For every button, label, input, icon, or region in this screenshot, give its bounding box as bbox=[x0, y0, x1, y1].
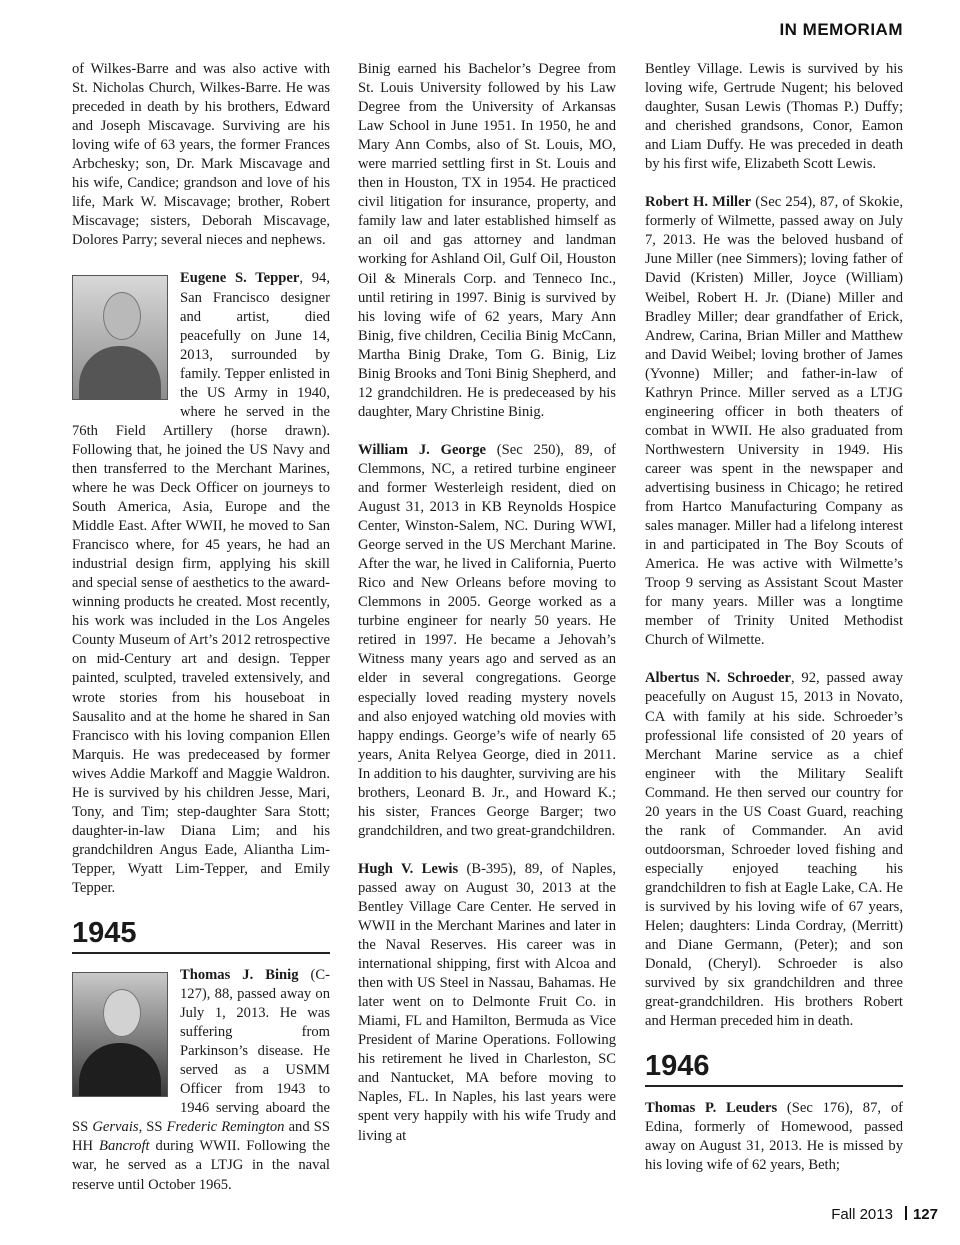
portrait-shoulders bbox=[79, 1043, 161, 1097]
obituary-leuders bbox=[645, 1099, 903, 1175]
binig-portrait-photo bbox=[72, 972, 168, 1097]
miscavage-continued: of Wilkes-Barre and was also active with St. Nicholas Church, Wilkes-Barre. He was preceded in death by his brothers, Edward and Joseph Miscavage. Surviving are his loving wife of 63 years, the former Frances Arbchesky; son, Dr. Mark Miscavage and his wife, Candice; grandson and love of his life, Mark W. Miscavage; brother, Robert Miscavage; sisters, Deborah Miscavage, Dolores Parry; several nieces and nephews. bbox=[72, 61, 330, 249]
obituary-george bbox=[358, 441, 616, 841]
column-1 bbox=[72, 60, 330, 1195]
obituary-text: (Sec 250), 89, of Clemmons, NC, a retired turbine engineer and former Westerleigh resident, died on August 31, 2013 in KB Reynolds Hospice Center, Winston-Salem, NC. During WWI, George served in the US Merchant Marine. After the war, he lived in California, Puerto Rico and New Orleans before moving to Clemmons in 2005. George worked as a turbine engineer for nearly 50 years. He retired in 1997. He became a Jehovah’s Witness many years ago and served as an elder in several congregations. George especially loved reading mystery novels and also enjoyed watching old movies with happy endings. George’s wife of nearly 65 years, Anita Relyea George, died in 2011. In addition to his daughter, surviving are his brothers, Leonard B. Jr., and Howard K.; his sister, Frances George Barger; two grandchildren, and two great-grandchildren. bbox=[358, 441, 617, 839]
obituary-lewis bbox=[358, 860, 616, 1146]
column-2 bbox=[358, 60, 616, 1146]
obituary-name: Hugh V. Lewis bbox=[358, 860, 459, 877]
ship-name: Frederic Remington bbox=[166, 1119, 285, 1136]
obituary-name: Robert H. Miller bbox=[645, 194, 752, 211]
portrait-head bbox=[103, 292, 141, 340]
footer-divider bbox=[905, 1206, 907, 1220]
ship-name: Gervais bbox=[92, 1119, 139, 1136]
obituary-text: , 92, passed away peacefully on August 15, 2013 in Novato, CA with family at his side. Schroeder’s professional life consisted of 20 years of Merchant Marine service as a chief engineer with the Military Sealift Command. He then served our country for 20 years in the US Coast Guard, reaching the rank of Commander. An avid outdoorsman, Schroeder loved fishing and especially enjoyed teaching his grandchildren to fish at Eagle Lake, CA. He is survived by his loving wife of 67 years, Helen; daughters: Linda Cordray, (Merritt) and Diane Germann, (Peter); and son Donald, (Cheryl). Schroeder is also survived by six grandchildren and three great-grandchildren. His brothers Robert and Herman preceded him in death. bbox=[645, 670, 903, 1030]
ship-name: Bancroft bbox=[99, 1138, 150, 1155]
obituary-text: (Sec 176), 87, of Edina, formerly of Homewood, passed away on August 31, 2013. He is missed by his loving wife of 62 years, Beth; bbox=[645, 1100, 903, 1174]
obituary-binig bbox=[72, 966, 330, 1195]
section-label: IN MEMORIAM bbox=[779, 20, 903, 39]
year-heading-1946: 1946 bbox=[645, 1049, 903, 1087]
obituary-name: Albertus N. Schroeder bbox=[645, 670, 791, 687]
portrait-head bbox=[103, 989, 141, 1037]
column-3 bbox=[645, 60, 903, 1175]
obituary-schroeder bbox=[645, 669, 903, 1031]
obituary-name: William J. George bbox=[358, 441, 486, 458]
issue-label: Fall 2013 bbox=[831, 1206, 893, 1223]
obituary-name: Eugene S. Tepper bbox=[180, 270, 300, 287]
obituary-text: and SS HH bbox=[72, 1119, 330, 1155]
obituary-text: (C-127), 88, passed away on July 1, 2013. He was suffering from Parkinson’s disease. He served as a USMM Officer from 1943 to 1946 serving aboard the SS bbox=[72, 967, 331, 1136]
tepper-portrait-photo bbox=[72, 275, 168, 400]
obituary-name: Thomas P. Leuders bbox=[645, 1100, 778, 1117]
lewis-continued: Bentley Village. Lewis is survived by his loving wife, Gertrude Nugent; his beloved daughter, Susan Lewis (Thomas P.) Duffy; and cherished grandsons, Conor, Eamon and Liam Duffy. He was preceded in death by his first wife, Elizabeth Scott Lewis. bbox=[645, 61, 903, 173]
obituary-miller bbox=[645, 193, 903, 650]
obituary-text: , 94, San Francisco designer and artist, died peacefully on June 14, 2013, surrounded by family. Tepper enlisted in the US Army in 1940, where he served in the 76th Field Artillery (horse drawn). Following that, he joined the US Navy and then transferred to the Merchant Marines, where he was Deck Officer on journeys to South America, Asia, Europe and the Middle East. After WWII, he moved to San Francisco where, for 45 years, he had an industrial design firm, applying his skill and special sense of aesthetics to the award-winning products he created. Most recently, his work was included in the Los Angeles County Museum of Art’s 2012 retrospective on mid-Century art and design. Tepper painted, sculpted, traveled extensively, and wrote stories from his houseboat in Sausalito and at the home he shared in San Francisco with his loving companion Ellen Marquis. He was predeceased by former wives Addie Markoff and Maggie Waldron. He is survived by his children Jesse, Mari, Tony, and Tim; step-daughter Sara Stott; daughter-in-law Diana Lim; and his grandchildren Angus Eade, Aliantha Lim-Tepper, Wyatt Lim-Tepper, and Emily Tepper. bbox=[72, 270, 330, 896]
obituary-name: Thomas J. Binig bbox=[180, 967, 299, 984]
year-heading-1945: 1945 bbox=[72, 916, 330, 954]
obituary-tepper bbox=[72, 269, 330, 898]
obituary-text: (B-395), 89, of Naples, passed away on August 30, 2013 at the Bentley Village Care Center. He served in WWII in the Merchant Marines and later in the Naval Reserves. His career was in international shipping, first with Alcoa and then with US Steel in Nassau, Bahamas. He later went on to Delmonte Fruit Co. in Miami, FL and Hamilton, Bermuda as Vice President of Marine Operations. Following his retirement he lived in Charleston, SC and Nantucket, MA before moving to Naples, FL. In Naples, his last years were spent very happily with his wife Trudy and living at bbox=[358, 860, 616, 1144]
portrait-shoulders bbox=[79, 346, 161, 400]
obituary-text: , SS bbox=[138, 1119, 167, 1136]
obituary-text: during WWII. Following the war, he served as a LTJG in the naval reserve until October 1965. bbox=[72, 1138, 330, 1193]
binig-continued: Binig earned his Bachelor’s Degree from St. Louis University followed by his Law Degree from the University of Arkansas Law School in June 1951. In 1950, he and Mary Ann Combs, also of St. Louis, MO, were married settling first in St. Louis and then in Houston, TX in 1954. He practiced civil litigation for insurance, property, and family law and later established himself as an oil and gas attorney and landman working for Ashland Oil, Gulf Oil, Houston Oil & Minerals Corp. and Tenneco Inc., until retiring in 1997. Binig is survived by his loving wife of 62 years, Mary Ann Binig, five children, Cecilia Binig McCann, Martha Binig Drake, Tom G. Binig, Liz Binig Brooks and Toni Binig Shepherd, and 12 grandchildren. He is predeceased by his daughter, Mary Christine Binig. bbox=[358, 61, 616, 420]
page-footer bbox=[831, 1206, 938, 1223]
obituary-text: (Sec 254), 87, of Skokie, formerly of Wilmette, passed away on July 7, 2013. He was the beloved husband of June Miller (nee Simmers); loving father of David (Kristen) Miller, Joyce (William) Weibel, Robert H. Jr. (Diane) Miller and Bradley Miller; dear grandfather of Erick, Andrew, Carina, Brian Miller and Matthew and David Weibel; loving brother of James (Yvonne) Miller; and father-in-law of Kathryn Prince. Miller served as a LTJG engineering officer in both theaters of combat in WWII. He also graduated from Northwestern University in 1949. His career was spent in the newspaper and advertising business in Chicago; he retired from Hartco Manufacturing Company as sales manager. Miller had a lifelong interest in and participated in The Boy Scouts of America. He was active with Wilmette’s Troop 9 serving as Assistant Scout Master for many years. Miller was a longtime member of Trinity United Methodist Church of Wilmette. bbox=[645, 194, 903, 649]
page-number: 127 bbox=[912, 1206, 938, 1223]
